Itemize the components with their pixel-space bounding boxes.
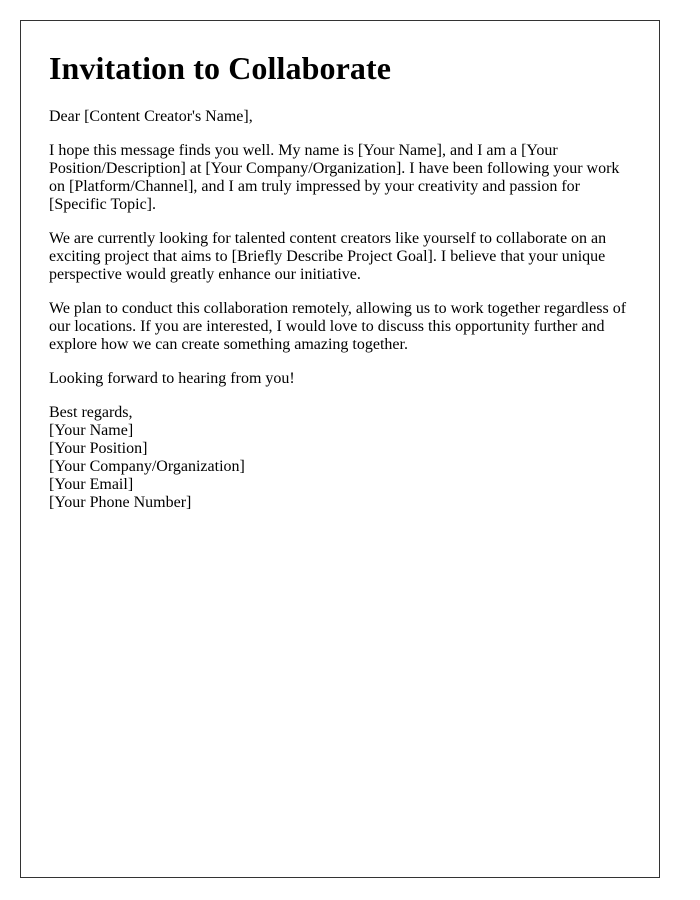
paragraph-project: We are currently looking for talented content creators like yourself to collaborate on an exciting project that aims to [Briefly Describe Project Goal]. I believe that your unique perspective would greatly enhance our initiative. <box>49 230 607 283</box>
paragraph-looking-forward: Looking forward to hearing from you! <box>49 370 295 387</box>
paragraph-remote-collaboration: We plan to conduct this collaboration remotely, allowing us to work together regardless of our locations. If you are interested, I would love to discuss this opportunity further and explore how we can create something amazing together. <box>49 300 627 353</box>
closing: Best regards, <box>49 404 133 421</box>
signature-email: [Your Email] <box>49 476 134 493</box>
signature-company: [Your Company/Organization] <box>49 458 245 475</box>
signature-block <box>49 404 631 512</box>
letter-page <box>20 20 660 878</box>
salutation: Dear [Content Creator's Name], <box>49 108 253 125</box>
letter-title: Invitation to Collaborate <box>49 50 392 86</box>
paragraph-introduction: I hope this message finds you well. My name is [Your Name], and I am a [Your Position/Description] at [Your Company/Organization]. I have been following your work on [Platform/Channel], and I am truly impressed by your creativity and passion for [Specific Topic]. <box>49 142 620 213</box>
signature-phone: [Your Phone Number] <box>49 494 192 511</box>
signature-position: [Your Position] <box>49 440 148 457</box>
signature-name: [Your Name] <box>49 422 134 439</box>
letter-body <box>21 21 659 512</box>
